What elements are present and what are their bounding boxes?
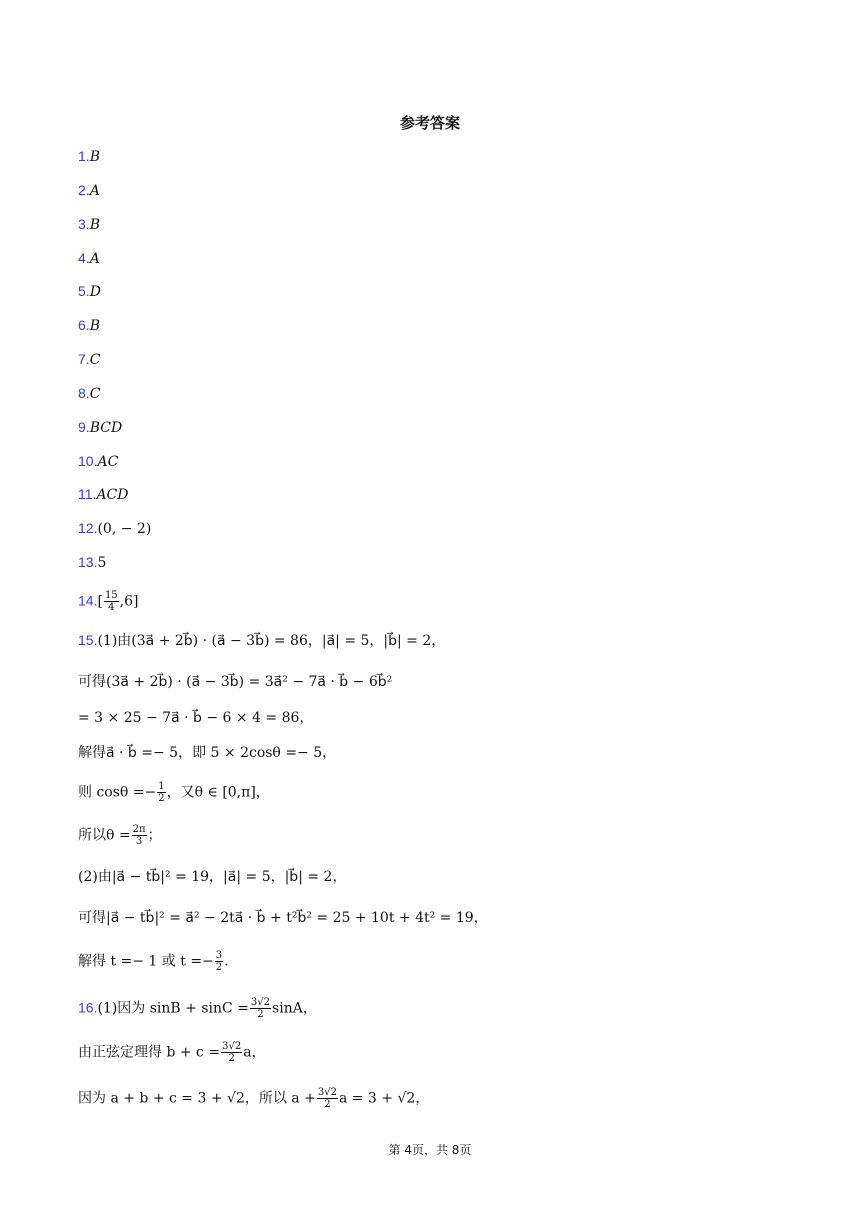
numerator: 3√2 [317,1087,337,1098]
solution-text: ； [147,827,162,844]
solution-text: 解得 t =− 1 或 t =− [78,953,214,970]
question-number: 11. [78,486,97,502]
q15-line-3: = 3 × 25 − 7a⃗ · b⃗ − 6 × 4 = 86， [78,710,314,726]
denominator: 2 [257,1009,264,1020]
denominator: 3 [135,836,143,847]
solution-text: . [224,953,229,970]
solution-text: 则 cosθ =− [78,784,157,801]
denominator: 2 [324,1099,331,1110]
solution-text: sinA， [272,1000,317,1017]
question-number: 5. [78,283,90,299]
solution-text: 所以θ = [78,827,131,844]
answer-1 [78,146,100,167]
answer-text: C [89,386,101,402]
answer-9 [78,417,122,438]
q15-line-5 [78,781,270,804]
answer-text: B [89,149,100,165]
q15-line-1 [78,630,445,651]
q15-line-8: 可得|a⃗ − tb⃗|² = a⃗² − 2ta⃗ · b⃗ + t²b⃗² = 25 + 10t + 4t² = 19， [78,910,488,926]
question-number: 12. [78,520,98,536]
answer-14 [78,590,139,613]
fraction [157,781,165,804]
answer-text: C [89,352,101,368]
answer-2 [78,180,100,201]
numerator: 15 [104,590,118,601]
question-number: 10. [78,453,98,469]
q16-line-2 [78,1041,266,1064]
fraction [317,1087,338,1110]
solution-text: 由正弦定理得 b + c = [78,1044,221,1061]
answer-5 [78,281,101,302]
numerator: 3√2 [222,1041,242,1052]
denominator: 4 [108,602,115,613]
answer-7 [78,349,100,370]
page-title: 参考答案 [399,114,460,132]
answer-3 [78,214,100,235]
answer-text: AC [97,454,119,470]
answer-text: A [89,183,100,199]
answer-4 [78,248,100,269]
answer-10 [78,451,118,472]
numerator: 3 [215,950,223,961]
page-footer: 第 4页，共 8页 [388,1143,472,1157]
question-number: 13. [78,554,98,570]
answer-text: B [89,318,100,334]
question-number: 2. [78,182,90,198]
solution-text: a = 3 + √2， [338,1090,430,1107]
question-number: 4. [78,250,90,266]
answer-text: ACD [96,487,129,503]
fraction [215,950,223,973]
q15-line-4: 解得a⃗ · b⃗ =− 5，即 5 × 2cosθ =− 5， [78,745,337,761]
question-number: 8. [78,385,90,401]
question-number: 9. [78,419,90,435]
fraction [221,1041,242,1064]
answer-13 [78,552,106,573]
answer-text: D [89,284,101,300]
question-number: 7. [78,351,90,367]
denominator: 2 [228,1053,235,1064]
solution-text: 因为 a + b + c = 3 + √2，所以 a + [78,1090,316,1107]
answer-6 [78,315,100,336]
answer-text: B [89,217,100,233]
answer-text: A [89,251,100,267]
q16-line-3 [78,1087,429,1110]
question-number: 15. [78,632,98,648]
solution-text: (1)由(3a⃗ + 2b⃗) · (a⃗ − 3b⃗) = 86，|a⃗| = 5，|b⃗| = 2， [97,633,446,649]
fraction [250,997,271,1020]
numerator: 1 [158,781,165,792]
numerator: 3√2 [250,997,271,1008]
solution-text: a， [243,1044,266,1061]
answer-text: 5 [97,555,107,571]
solution-text: ，又θ ∈ [0,π]， [166,784,270,801]
question-number: 3. [78,216,90,232]
answer-8 [78,383,100,404]
question-number: 14. [78,592,98,609]
fraction [132,824,147,847]
q15-line-6 [78,824,162,847]
question-number: 1. [78,148,90,164]
bracket-open: [ [97,593,103,610]
answer-text: BCD [89,420,123,436]
q16-line-1 [78,997,317,1020]
answer-12 [78,518,151,539]
answer-11 [78,484,128,505]
solution-text: (1)因为 sinB + sinC = [97,1000,249,1017]
bracket-close: ,6] [119,593,139,610]
q15-line-7: (2)由|a⃗ − tb⃗|² = 19，|a⃗| = 5，|b⃗| = 2， [78,869,347,885]
question-number: 6. [78,317,90,333]
denominator: 2 [158,793,165,804]
question-number: 16. [78,999,98,1016]
q15-line-9 [78,950,229,973]
answer-text: (0, − 2) [97,521,152,537]
fraction [104,590,119,613]
numerator: 2π [132,824,146,835]
denominator: 2 [215,962,223,973]
q15-line-2: 可得(3a⃗ + 2b⃗) · (a⃗ − 3b⃗) = 3a⃗² − 7a⃗ · b⃗ − 6b⃗² [78,674,393,690]
